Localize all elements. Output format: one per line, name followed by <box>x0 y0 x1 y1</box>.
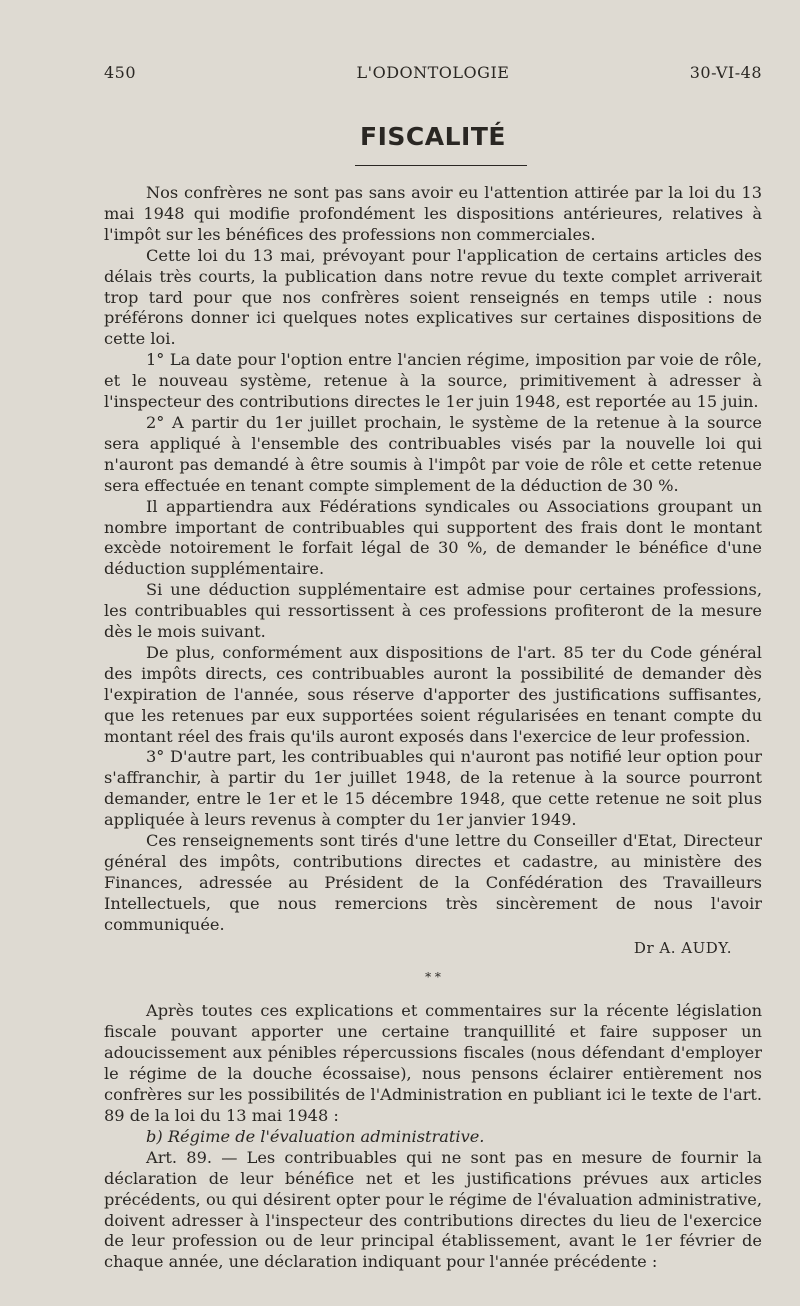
page-number: 450 <box>104 63 137 82</box>
article-body <box>104 183 762 1273</box>
paragraph: Cette loi du 13 mai, prévoyant pour l'application de certains articles des délais très courts, la publication dans notre revue du texte complet arriverait trop tard pour que nos confrères soient renseignés en temps utile : nous préférons donner ici quelques notes explicatives sur certaines dispositions de cette loi. <box>104 245 762 349</box>
title-rule <box>355 165 527 166</box>
paragraph: 1° La date pour l'option entre l'ancien régime, imposition par voie de rôle, et le nouveau système, retenue à la source, primitivement à adresser à l'inspecteur des contributions directes le 1er juin 1948, est reportée au 15 juin. <box>104 350 762 412</box>
paragraph: De plus, conformément aux dispositions de l'art. 85 ter du Code général des impôts directs, ces contribuables auront la possibilité de demander dès l'expiration de l'année, sous réserve d'apporter des justifications suffisantes, que les retenues par eux supportées soient régularisées en tenant compte du montant réel des frais qu'ils auront exposés dans l'exercice de leur profession. <box>104 642 762 746</box>
paragraph: 2° A partir du 1er juillet prochain, le système de la retenue à la source sera appliqué à l'ensemble des contribuables visés par la nouvelle loi qui n'auront pas demandé à être soumis à l'impôt par voie de rôle et cette retenue sera effectuée en tenant compte simplement de la déduction de 30 %. <box>104 412 762 495</box>
section-separator: * * <box>425 969 441 984</box>
paragraph: Si une déduction supplémentaire est admise pour certaines professions, les contribuables qui ressortissent à ces professions profiteront de la mesure dès le mois suivant. <box>104 580 762 642</box>
paragraph: 3° D'autre part, les contribuables qui n'auront pas notifié leur option pour s'affranchir, à partir du 1er juillet 1948, de la retenue à la source pourront demander, entre le 1er et le 15 décembre 1948, que cette retenue ne soit plus appliquée à leurs revenus à compter du 1er janvier 1949. <box>104 747 762 830</box>
paragraph: Après toutes ces explications et commentaires sur la récente législation fiscale pouvant apporter une certaine tranquillité et faire supposer un adoucissement aux pénibles répercussions fiscales (nous défendant d'employer le régime de la douche écossaise), nous pensons éclairer entièrement nos confrères sur les possibilités de l'Administration en publiant ici le texte de l'art. 89 de la loi du 13 mai 1948 : <box>104 1001 762 1125</box>
section-heading: b) Régime de l'évaluation administrative. <box>146 1126 485 1146</box>
article-title: FISCALITÉ <box>360 122 506 151</box>
paragraph: Art. 89. — Les contribuables qui ne sont pas en mesure de fournir la déclaration de leur bénéfice net et les justifications prévues aux articles précédents, ou qui désirent opter pour le régime de l'évaluation administrative, doivent adresser à l'inspecteur des contributions directes du lieu de l'exercice de leur profession ou de leur principal établissement, avant le 1er février de chaque année, une déclaration indiquant pour l'année précédente : <box>104 1147 762 1272</box>
running-header <box>104 63 762 82</box>
paragraph: Il appartiendra aux Fédérations syndicales ou Associations groupant un nombre important de contribuables qui supportent des frais dont le montant excède notoirement le forfait légal de 30 %, de demander le bénéfice d'une déduction supplémentaire. <box>104 496 762 579</box>
paragraph: Nos confrères ne sont pas sans avoir eu l'attention attirée par la loi du 13 mai 1948 qui modifie profondément les dispositions antérieures, relatives à l'impôt sur les bénéfices des professions non commerciales. <box>104 183 762 244</box>
signature: Dr A. AUDY. <box>633 938 732 957</box>
issue-date: 30-VI-48 <box>689 63 762 82</box>
journal-title: L'ODONTOLOGIE <box>356 63 510 82</box>
paragraph: Ces renseignements sont tirés d'une lettre du Conseiller d'Etat, Directeur général des impôts, contributions directes et cadastre, au ministère des Finances, adressée au Président de la Confédération des Travailleurs Intellectuels, que nous remercions très sincèrement de nous l'avoir communiquée. <box>104 831 762 934</box>
